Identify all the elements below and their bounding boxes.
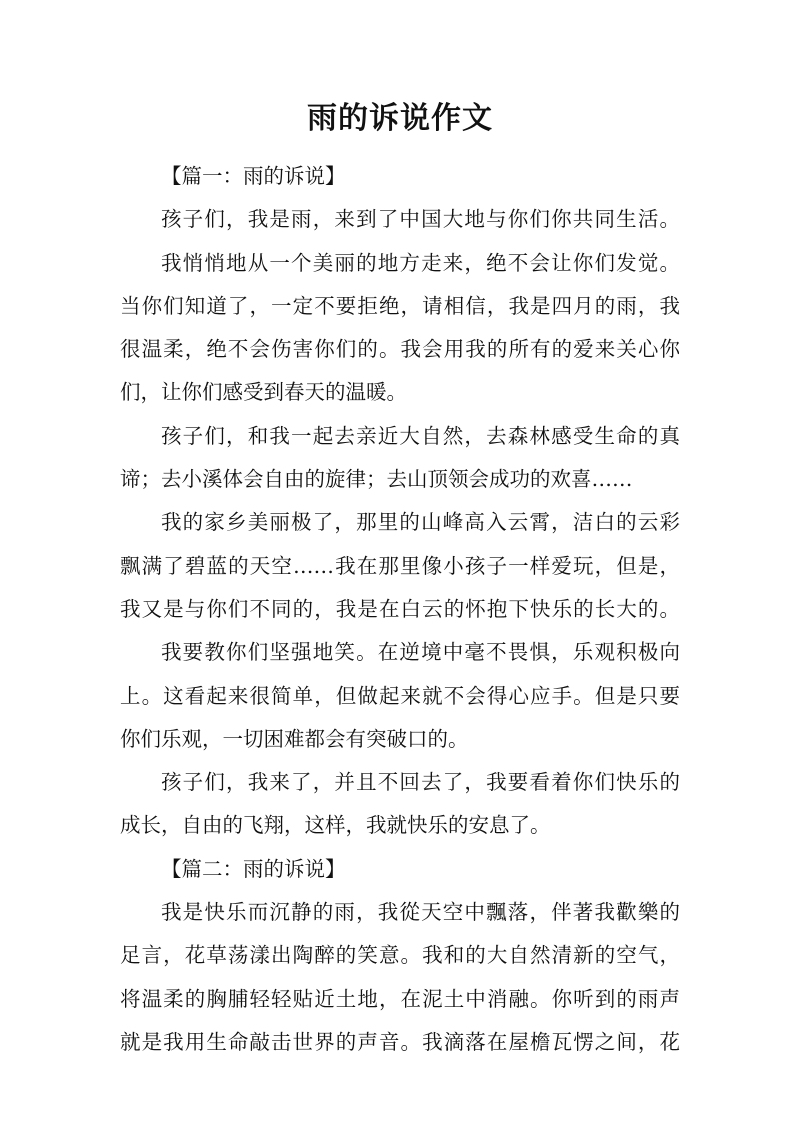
text-line: 很温柔，绝不会伤害你们的。我会用我的所有的爱来关心你 (120, 337, 680, 362)
text-line: 足言，花草荡漾出陶醉的笑意。我和的大自然清新的空气， (120, 943, 680, 968)
text-line: 我悄悄地从一个美丽的地方走来，绝不会让你们发觉。 (161, 250, 680, 275)
text-line: 我的家乡美丽极了，那里的山峰高入云霄，洁白的云彩 (161, 510, 680, 535)
text-line: 你们乐观，一切困难都会有突破口的。 (120, 726, 469, 751)
text-line: 孩子们，和我一起去亲近大自然，去森林感受生命的真 (161, 423, 680, 448)
text-line: 当你们知道了，一定不要拒绝，请相信，我是四月的雨，我 (120, 293, 680, 318)
document-body (120, 155, 680, 1064)
section-heading: 【篇一：雨的诉说】 (161, 164, 346, 188)
text-line: 上。这看起来很简单，但做起来就不会得心应手。但是只要 (120, 683, 680, 708)
text-line: 成长，自由的飞翔，这样，我就快乐的安息了。 (120, 813, 551, 838)
text-line: 我要教你们坚强地笑。在逆境中毫不畏惧，乐观积极向 (161, 640, 680, 665)
section-heading: 【篇二：雨的诉说】 (161, 856, 346, 881)
text-line: 我又是与你们不同的，我是在白云的怀抱下快乐的长大的。 (120, 596, 680, 621)
text-line: 们，让你们感受到春天的温暖。 (120, 380, 407, 405)
text-line: 孩子们，我是雨，来到了中国大地与你们你共同生活。 (161, 207, 680, 232)
text-line: 将温柔的胸脯轻轻贴近土地，在泥土中消融。你听到的雨声 (120, 986, 680, 1011)
text-line: 飘满了碧蓝的天空……我在那里像小孩子一样爱玩，但是， (120, 553, 680, 578)
text-line: 我是快乐而沉静的雨，我從天空中飄落，伴著我歡樂的 (161, 900, 680, 925)
text-line: 孩子们，我来了，并且不回去了，我要看着你们快乐的 (161, 770, 680, 795)
document-title: 雨的诉说作文 (307, 101, 493, 136)
text-line: 就是我用生命敲击世界的声音。我滴落在屋檐瓦愣之间，花 (120, 1029, 680, 1054)
text-line: 谛；去小溪体会自由的旋律；去山顶领会成功的欢喜…… (120, 467, 633, 492)
